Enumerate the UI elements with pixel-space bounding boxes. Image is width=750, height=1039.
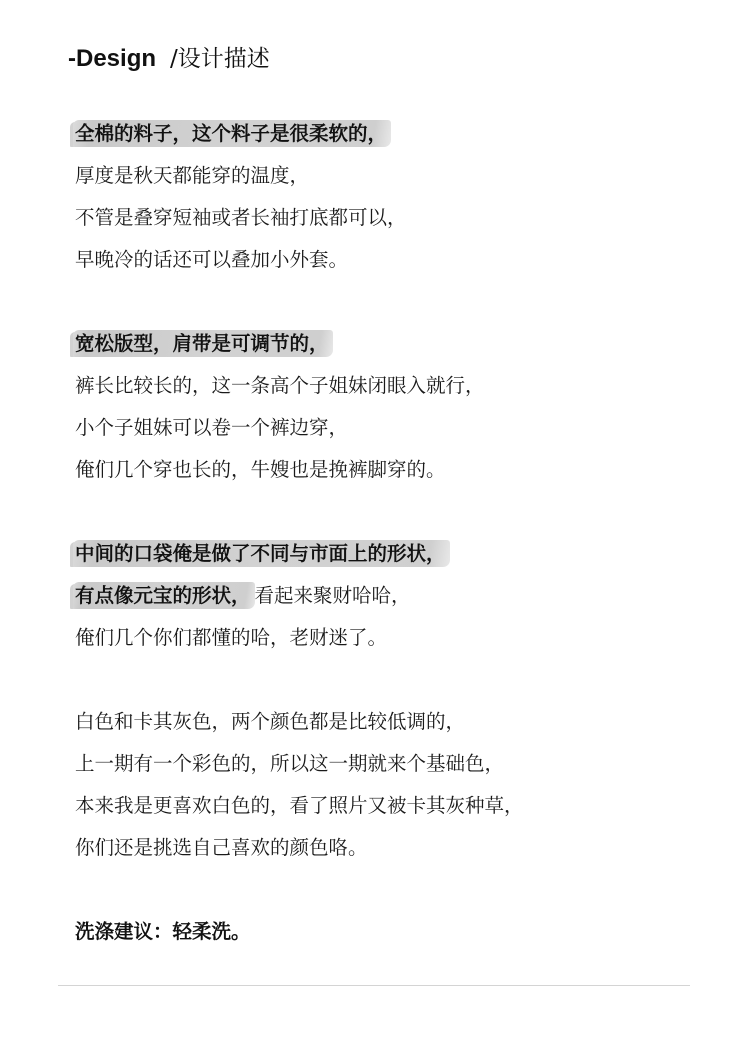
text-line: 本来我是更喜欢白色的，看了照片又被卡其灰种草，: [75, 794, 524, 817]
text-line: 俺们几个穿也长的，牛嫂也是挽裤脚穿的。: [75, 458, 446, 481]
paragraph-fabric: [75, 113, 715, 281]
text-line: 早晚冷的话还可以叠加小外套。: [75, 248, 349, 271]
highlight-line: 全棉的料子，这个料子是很柔软的，: [73, 120, 391, 147]
text-line: 小个子姐妹可以卷一个裤边穿，: [75, 416, 349, 439]
text-line: 裤长比较长的，这一条高个子姐妹闭眼入就行，: [75, 374, 485, 397]
divider: [58, 985, 690, 986]
highlight-phrase: 有点像元宝的形状，: [73, 582, 255, 609]
heading-english: -Design: [68, 45, 157, 72]
highlight-line: 宽松版型，肩带是可调节的，: [73, 330, 333, 357]
paragraph-colors: [75, 701, 715, 869]
section-heading: [68, 40, 270, 76]
paragraph-pocket: [75, 533, 715, 659]
text-line: 不管是叠穿短袖或者长袖打底都可以，: [75, 206, 407, 229]
text-line: 俺们几个你们都懂的哈，老财迷了。: [75, 626, 388, 649]
text-line: 白色和卡其灰色，两个颜色都是比较低调的，: [75, 710, 466, 733]
plain-phrase: 看起来聚财哈哈，: [254, 584, 411, 607]
highlight-line: 中间的口袋俺是做了不同与市面上的形状，: [73, 540, 450, 567]
text-line: 你们还是挑选自己喜欢的颜色咯。: [75, 836, 368, 859]
heading-chinese: /设计描述: [170, 46, 270, 72]
text-line: 厚度是秋天都能穿的温度，: [75, 164, 310, 187]
design-description: [75, 113, 715, 953]
text-line: 上一期有一个彩色的，所以这一期就来个基础色，: [75, 752, 505, 775]
washing-advice: 洗涤建议：轻柔洗。: [75, 920, 251, 943]
paragraph-fit: [75, 323, 715, 491]
mixed-line: [75, 575, 715, 617]
